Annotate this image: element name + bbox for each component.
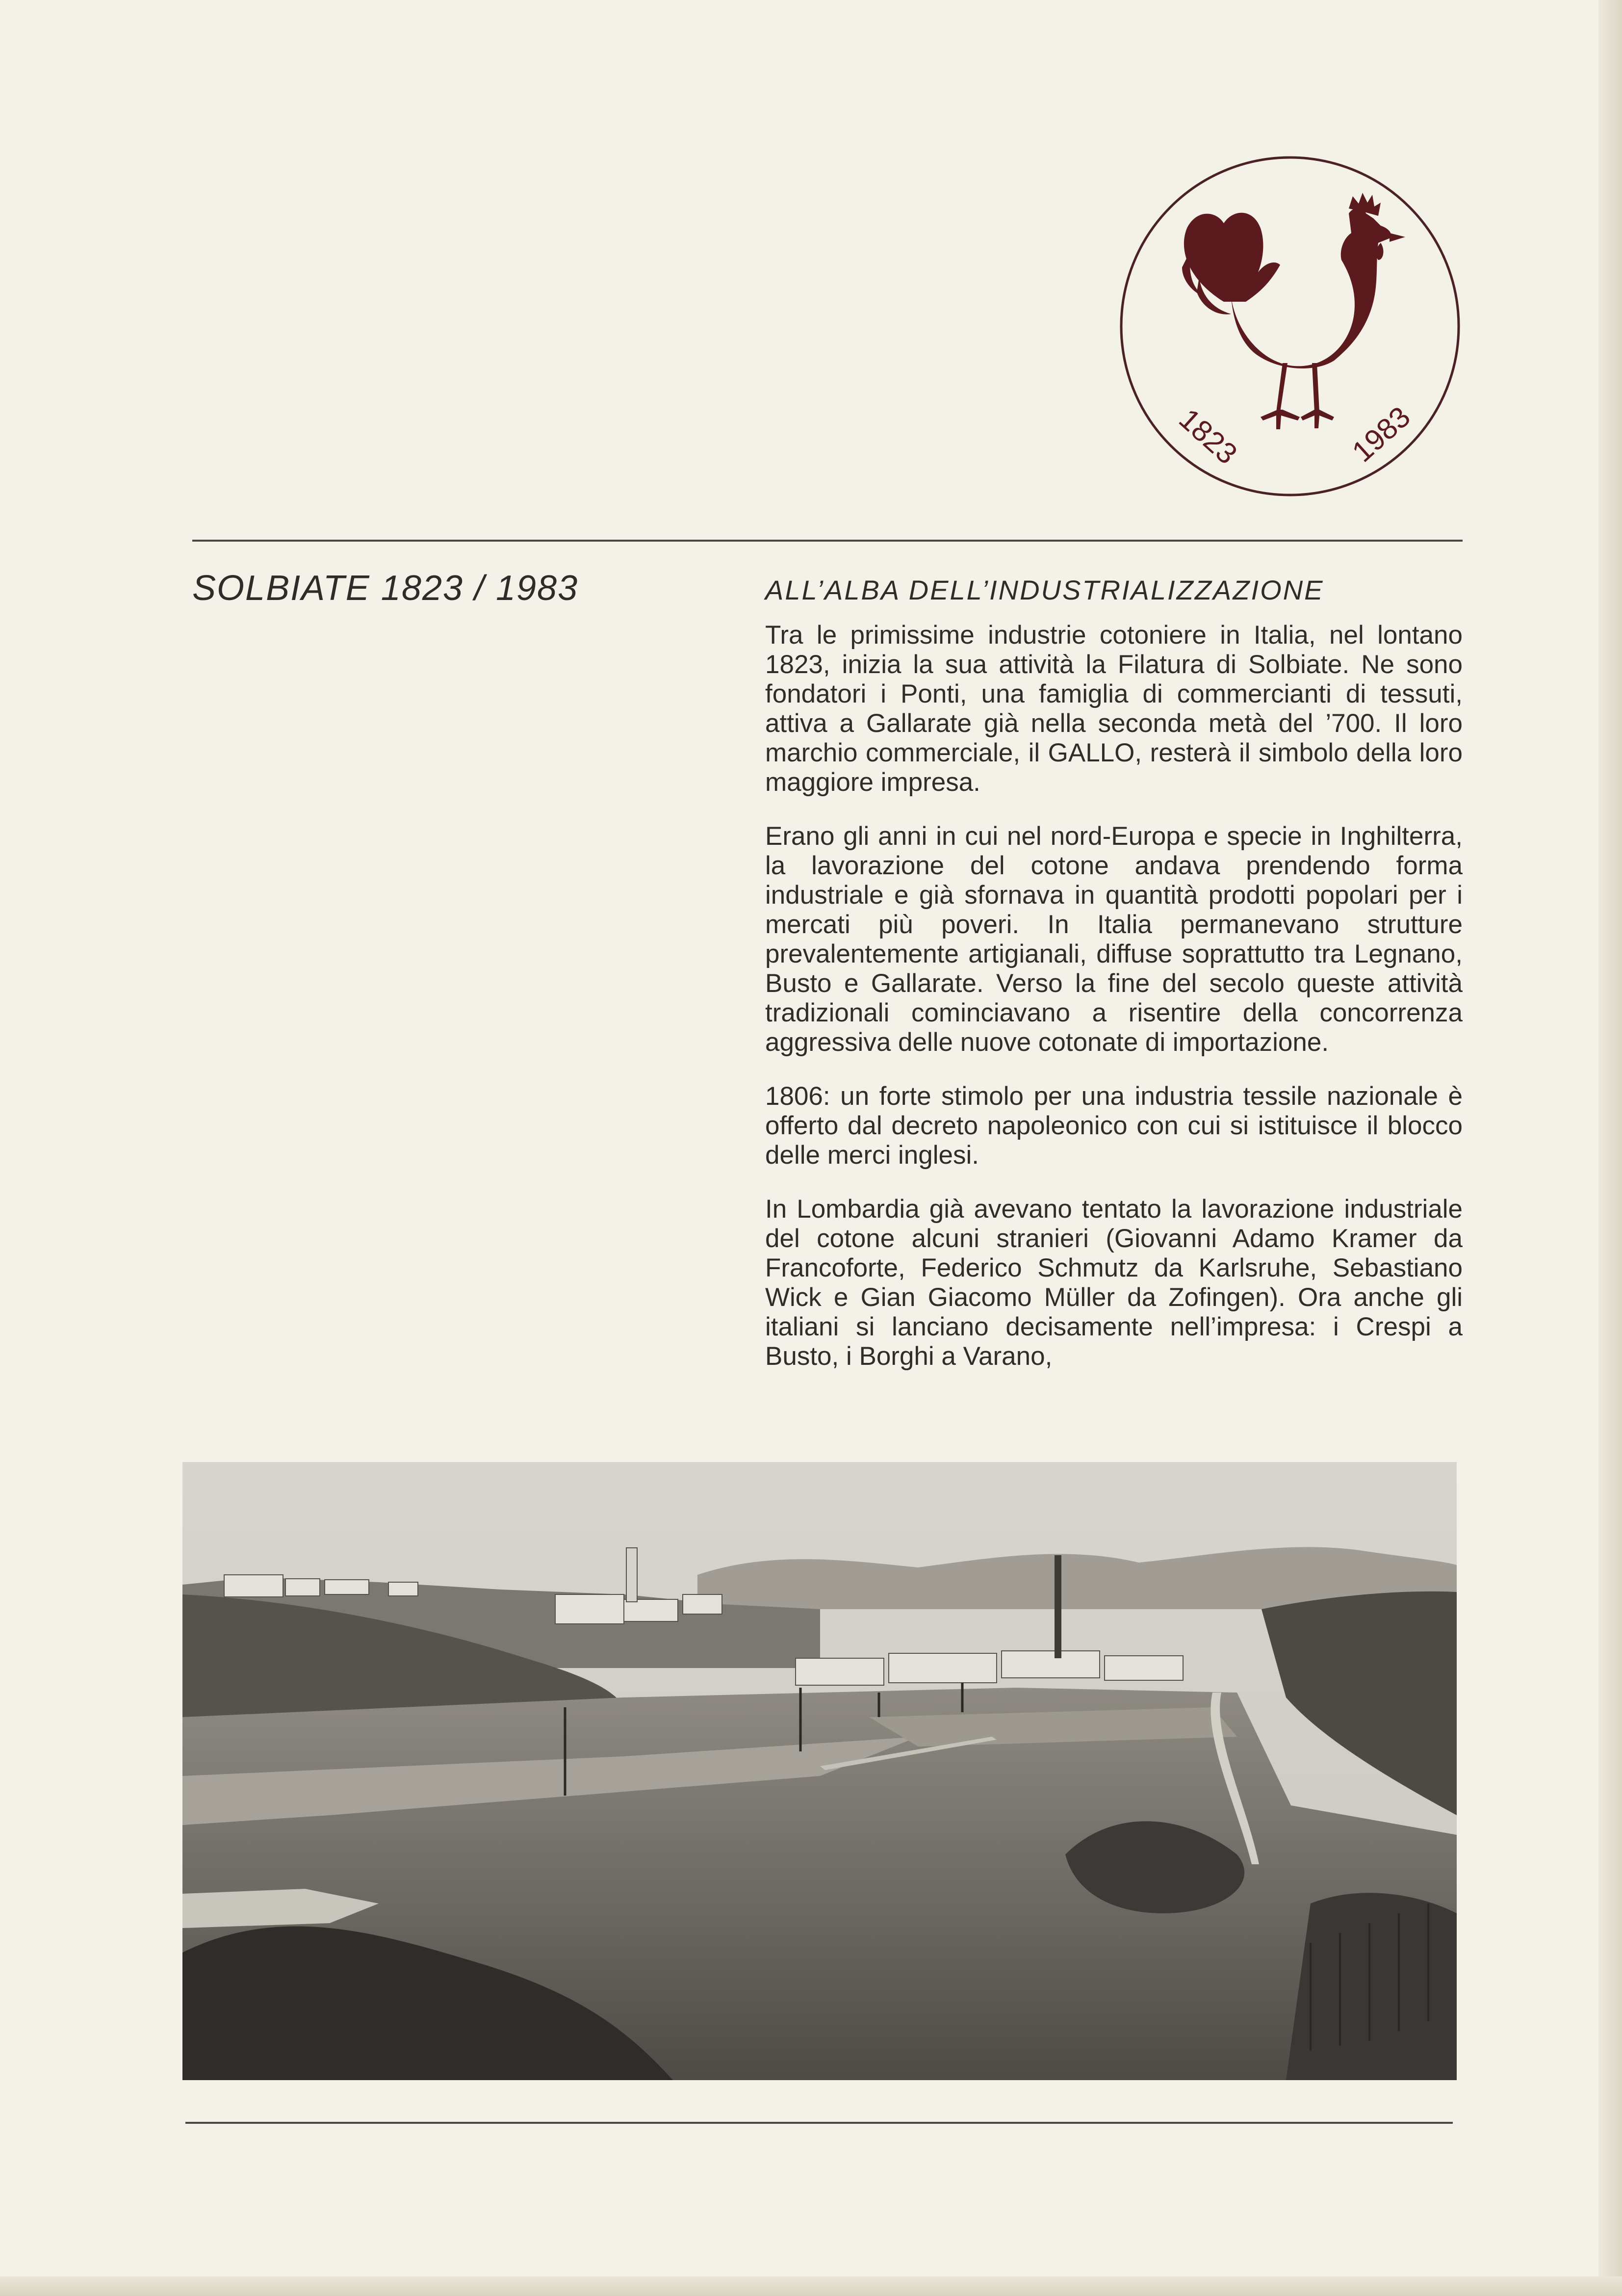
gallo-logo [1118, 155, 1462, 498]
bottom-divider [185, 2122, 1453, 2124]
paragraph: Tra le primissime industrie cotoniere in Italia, nel lontano 1823, inizia la sua attività la Filatura di Solbiate. Ne sono fondatori i Ponti, una famiglia di commercianti di tessuti, attiva a Gallarate già nella seconda metà del ’700. Il loro marchio commerciale, il GALLO, resterà il simbolo della loro maggiore impresa. [765, 621, 1463, 797]
rooster-icon [1118, 155, 1462, 498]
logo-circle [1121, 157, 1459, 495]
page-edge [1598, 0, 1622, 2296]
logo-year-right: 1983 [1345, 400, 1416, 469]
landscape-image [182, 1462, 1457, 2080]
series-title: SOLBIATE 1823 / 1983 [192, 569, 579, 608]
page-bottom-edge [0, 2276, 1622, 2296]
top-divider [192, 540, 1463, 542]
paragraph: Erano gli anni in cui nel nord-Europa e specie in Inghilterra, la lavorazione del cotone andava prendendo forma industriale e già sfornava in quantità prodotti popolari per i mercati più poveri. In Italia permanevano strutture prevalentemente artigianali, diffuse soprattutto tra Legnano, Busto e Gallarate. Verso la fine del secolo queste attività tradizionali cominciavano a risentire della concorrenza aggressiva delle nuove cotonate di importazione. [765, 822, 1463, 1057]
paragraph: In Lombardia già avevano tentato la lavorazione industriale del cotone alcuni stranieri (Giovanni Adamo Kramer da Francoforte, Federico Schmutz da Karlsruhe, Sebastiano Wick e Gian Giacomo Müller da Zofingen). Ora anche gli italiani si lanciano decisamente nell’impresa: i Crespi a Busto, i Borghi a Varano, [765, 1195, 1463, 1371]
paragraph: 1806: un forte stimolo per una industria tessile nazionale è offerto dal decreto napoleonico con cui si istituisce il blocco delle merci inglesi. [765, 1082, 1463, 1170]
rooster-silhouette [1182, 193, 1405, 429]
section-heading: ALL’ALBA DELL’INDUSTRIALIZZAZIONE [765, 574, 1324, 605]
article-body [765, 621, 1463, 1396]
logo-year-left: 1823 [1173, 402, 1244, 470]
landscape-photograph [182, 1462, 1457, 2080]
